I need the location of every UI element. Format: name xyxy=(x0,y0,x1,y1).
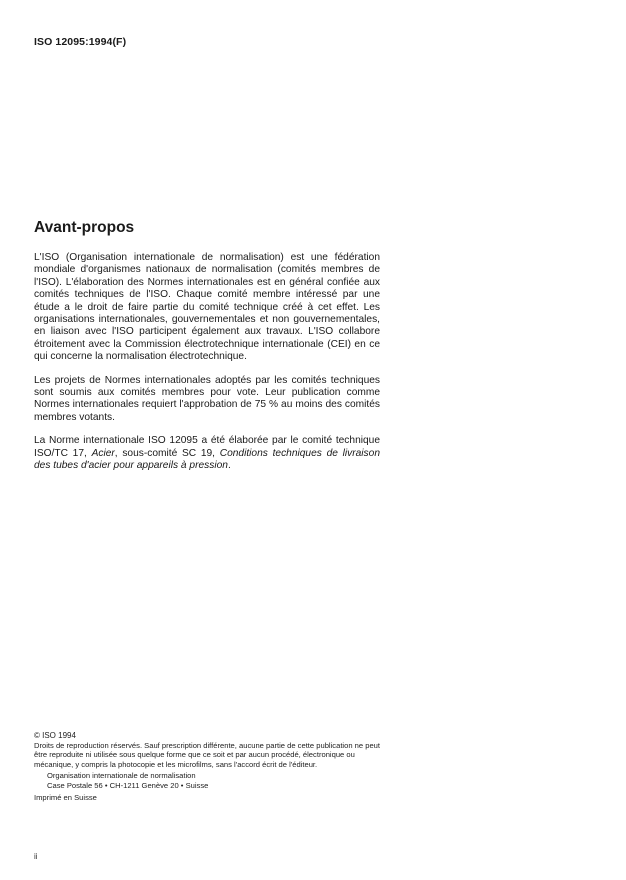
paragraph-committee xyxy=(34,435,380,472)
foreword-body xyxy=(34,252,380,484)
paragraph-voting: Les projets de Normes internationales adoptés par les comités techniques sont soumis aux comités membres pour vote. Leur publication comme Normes internationales requiert l'approbation de 75 % au moins des comités membres votants. xyxy=(34,374,380,423)
committee-text-3: . xyxy=(227,460,231,472)
printed-in: Imprimé en Suisse xyxy=(34,792,97,802)
committee-name: Acier xyxy=(91,447,115,459)
subcommittee-name: Conditions techniques de livraison des tubes d'acier pour appareils à pression xyxy=(34,447,380,472)
committee-text-1: La Norme internationale ISO 12095 a été élaborée par le comité technique ISO/TC 17, xyxy=(34,435,380,459)
page-number: ii xyxy=(34,852,38,861)
section-title: Avant-propos xyxy=(34,219,135,236)
org-address: Case Postale 56 • CH-1211 Genève 20 • Suisse xyxy=(47,780,209,790)
committee-text-2: , sous-comité SC 19, xyxy=(114,447,220,459)
copyright-line: © ISO 1994 xyxy=(34,731,76,740)
copyright-footer xyxy=(34,731,380,802)
document-id-header: ISO 12095:1994(F) xyxy=(34,36,127,48)
paragraph-iso-description: L'ISO (Organisation internationale de normalisation) est une fédération mondiale d'organismes nationaux de normalisation (comités membres de l'ISO). L'élaboration des Normes internationales est en général confiée aux comités techniques de l'ISO. Chaque comité membre intéressé par une étude a le droit de faire partie du comité technique créé à cet effet. Les organisations internationales, gouvernementales et non gouvernementales, en liaison avec l'ISO participent également aux travaux. L'ISO collabore étroitement avec la Commission électrotechnique internationale (CEI) en ce qui concerne la normalisation électrotechnique. xyxy=(34,252,380,363)
rights-notice: Droits de reproduction réservés. Sauf prescription différente, aucune partie de cette publication ne peut être reproduite ni utilisée sous quelque forme que ce soit et par aucun procédé, électronique ou mécanique, y compris la photocopie et les microfilms, sans l'accord écrit de l'éditeur. xyxy=(34,740,381,769)
org-name: Organisation internationale de normalisation xyxy=(47,771,196,781)
